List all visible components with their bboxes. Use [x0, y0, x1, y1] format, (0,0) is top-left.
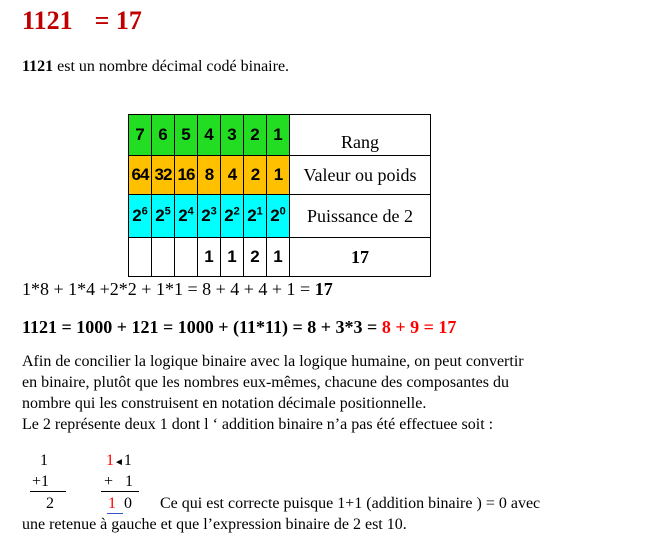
binary-table: [128, 114, 431, 277]
puissance-cell: $2^1$: [244, 195, 267, 238]
digit-cell: [129, 238, 152, 277]
puissance-cell: $2^6$: [129, 195, 152, 238]
calculation-result: 17: [314, 279, 333, 299]
decimal-addend-top: 1: [40, 452, 48, 469]
page-title: [22, 6, 142, 36]
rang-cell: 3: [221, 115, 244, 156]
valeur-cell: 4: [221, 156, 244, 195]
digit-cell: 1: [221, 238, 244, 277]
valeur-cell: 2: [244, 156, 267, 195]
valeur-label: Valeur ou poids: [290, 156, 431, 195]
rang-cell: 4: [198, 115, 221, 156]
valeur-cell: 64: [129, 156, 152, 195]
binary-sum-line: [101, 491, 139, 492]
puissance-row: [129, 195, 431, 238]
decomposition-equation: [22, 317, 456, 338]
valeur-cell: 16: [175, 156, 198, 195]
binary-result-digit: 0: [124, 495, 132, 512]
title-result: = 17: [94, 6, 142, 35]
paragraph-line: en binaire, plutôt que les nombres eux-mêmes, chacune des composantes du: [22, 374, 509, 391]
binary-result: [108, 495, 132, 513]
puissance-label: Puissance de 2: [290, 195, 431, 238]
valeur-cell: 32: [152, 156, 175, 195]
rang-cell: 6: [152, 115, 175, 156]
puissance-cell: $2^3$: [198, 195, 221, 238]
rang-label: Rang: [290, 115, 431, 156]
digit-cell: 1: [198, 238, 221, 277]
binary-result-carry: 1: [108, 495, 116, 512]
digit-cell: 1: [267, 238, 290, 277]
decimal-result: 2: [46, 495, 54, 512]
carry-digit: 1: [106, 452, 114, 469]
calculation-text: 1*8 + 1*4 +2*2 + 1*1 = 8 + 4 + 4 + 1 =: [22, 279, 315, 299]
explanation-line-2: une retenue à gauche et que l’expression binaire de 2 est 10.: [22, 516, 407, 533]
rang-cell: 1: [267, 115, 290, 156]
valeur-cell: 8: [198, 156, 221, 195]
decimal-addend-plus: +1: [32, 473, 50, 490]
digit-cell: [152, 238, 175, 277]
digit-cell: [175, 238, 198, 277]
digit-row: [129, 238, 431, 277]
title-number: 1121: [22, 6, 73, 35]
paragraph-line: Le 2 représente deux 1 dont l ‘ addition binaire n’a pas été effectuee soit :: [22, 416, 494, 433]
puissance-cell: $2^5$: [152, 195, 175, 238]
binary-addend-top: [106, 452, 132, 470]
rang-cell: 7: [129, 115, 152, 156]
binary-addend-plus: + 1: [104, 473, 134, 490]
rang-cell: 5: [175, 115, 198, 156]
paragraph-line: Afin de concilier la logique binaire avec la logique humaine, on peut convertir: [22, 353, 524, 370]
digit-total: 17: [290, 238, 431, 277]
puissance-cell: $2^4$: [175, 195, 198, 238]
intro-description: est un nombre décimal codé binaire.: [53, 58, 290, 75]
explanation-paragraph: [22, 351, 524, 435]
equation-red: 8 + 9 = 17: [381, 317, 457, 337]
valeur-cell: 1: [267, 156, 290, 195]
explanation-line-1: Ce qui est correcte puisque 1+1 (addition binaire ) = 0 avec: [160, 495, 541, 512]
equation-black: 1121 = 1000 + 121 = 1000 + (11*11) = 8 + 3*3 =: [22, 317, 382, 337]
valeur-row: [129, 156, 431, 195]
puissance-cell: $2^0$: [267, 195, 290, 238]
carry-arrow-icon: ◄: [114, 457, 124, 468]
rang-row: [129, 115, 431, 156]
paragraph-line: nombre qui les construisent en notation décimale positionnelle.: [22, 395, 427, 412]
intro-text: [22, 58, 289, 76]
puissance-cell: $2^2$: [221, 195, 244, 238]
binary-top-digit: 1: [123, 452, 132, 469]
calculation-line: [22, 279, 333, 300]
rang-cell: 2: [244, 115, 267, 156]
digit-cell: 2: [244, 238, 267, 277]
decimal-sum-line: [30, 491, 66, 492]
binary-result-underline: [107, 513, 123, 514]
intro-number: 1121: [22, 58, 54, 75]
